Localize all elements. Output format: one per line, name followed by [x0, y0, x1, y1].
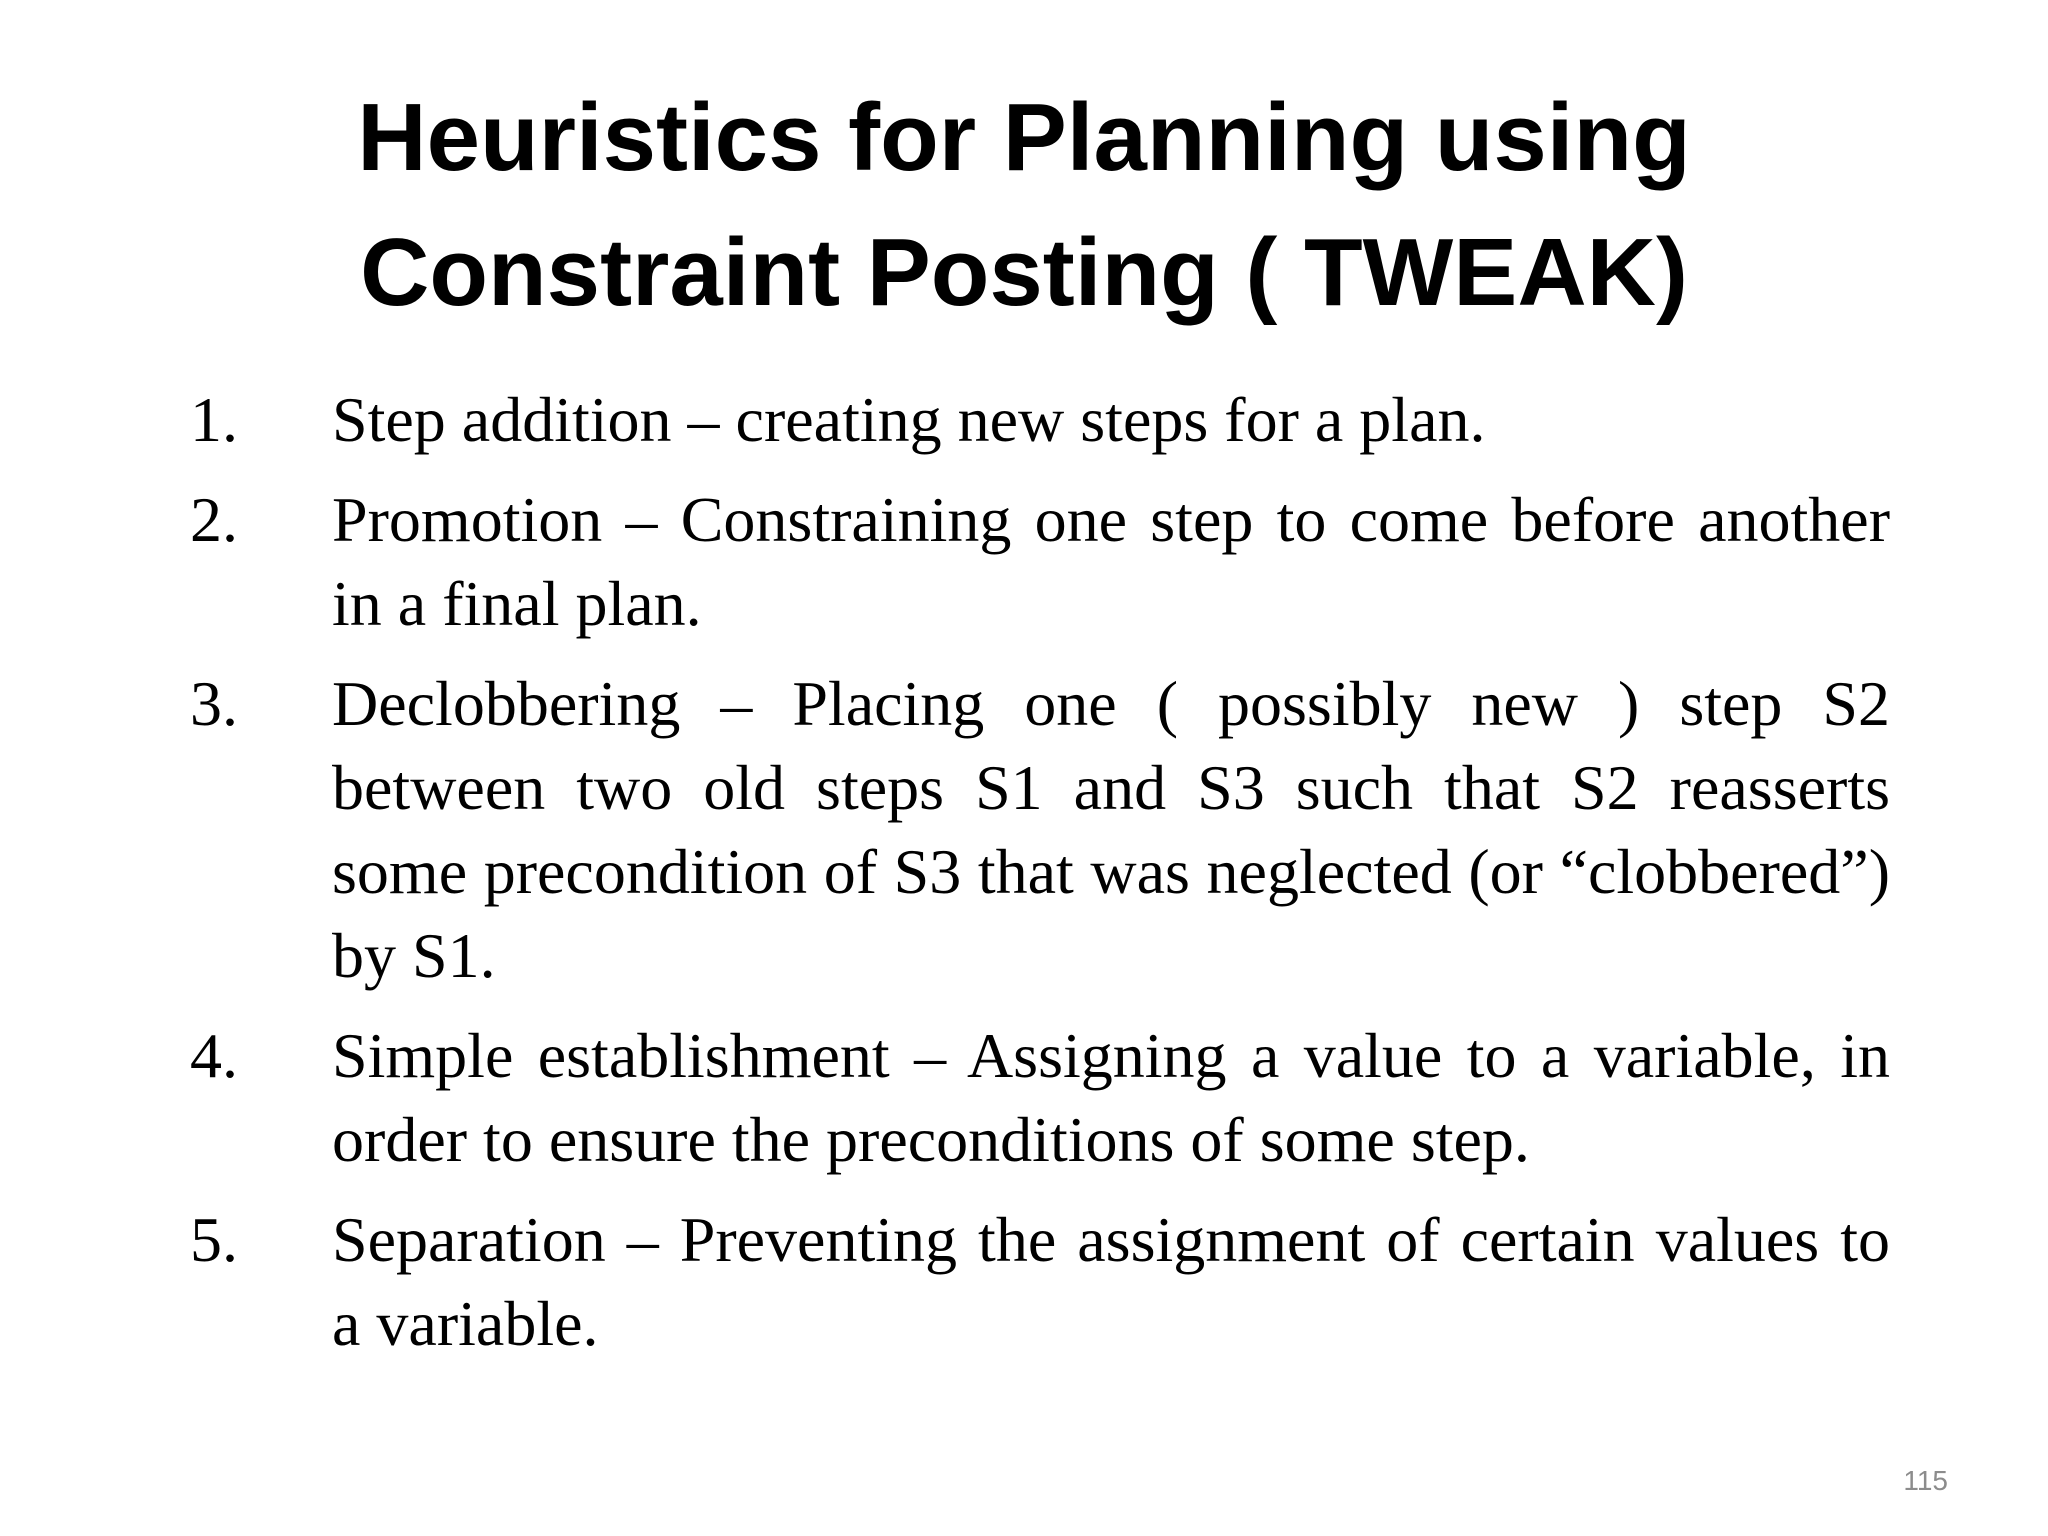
- list-item: [190, 1198, 1890, 1366]
- list-item: [190, 1014, 1890, 1182]
- slide-title-line-2: Constraint Posting ( TWEAK): [360, 219, 1688, 326]
- list-item-number: 2.: [190, 484, 238, 555]
- list-item-text: Separation – Preventing the assignment of certain values to a variable.: [332, 1204, 1890, 1359]
- list-item-number: 1.: [190, 384, 238, 455]
- list-item: [190, 662, 1890, 998]
- list-item-number: 5.: [190, 1204, 238, 1275]
- slide-title-line-1: Heuristics for Planning using: [357, 84, 1691, 191]
- list-item-text: Declobbering – Placing one ( possibly new ) step S2 between two old steps S1 and S3 such that S2 reasserts some precondition of S3 that was neglected (or “clobbered”) by S1.: [332, 668, 1890, 991]
- list-item-number: 4.: [190, 1020, 238, 1091]
- list-item-number: 3.: [190, 668, 238, 739]
- page-number: 115: [1903, 1465, 1948, 1496]
- list-item: [190, 378, 1890, 462]
- list-item: [190, 478, 1890, 646]
- list-item-text: Step addition – creating new steps for a plan.: [332, 384, 1486, 455]
- heuristics-list: [190, 378, 1890, 1382]
- list-item-text: Promotion – Constraining one step to come before another in a final plan.: [332, 484, 1890, 639]
- list-item-text: Simple establishment – Assigning a value to a variable, in order to ensure the preconditions of some step.: [332, 1020, 1890, 1175]
- slide-title: [200, 70, 1848, 340]
